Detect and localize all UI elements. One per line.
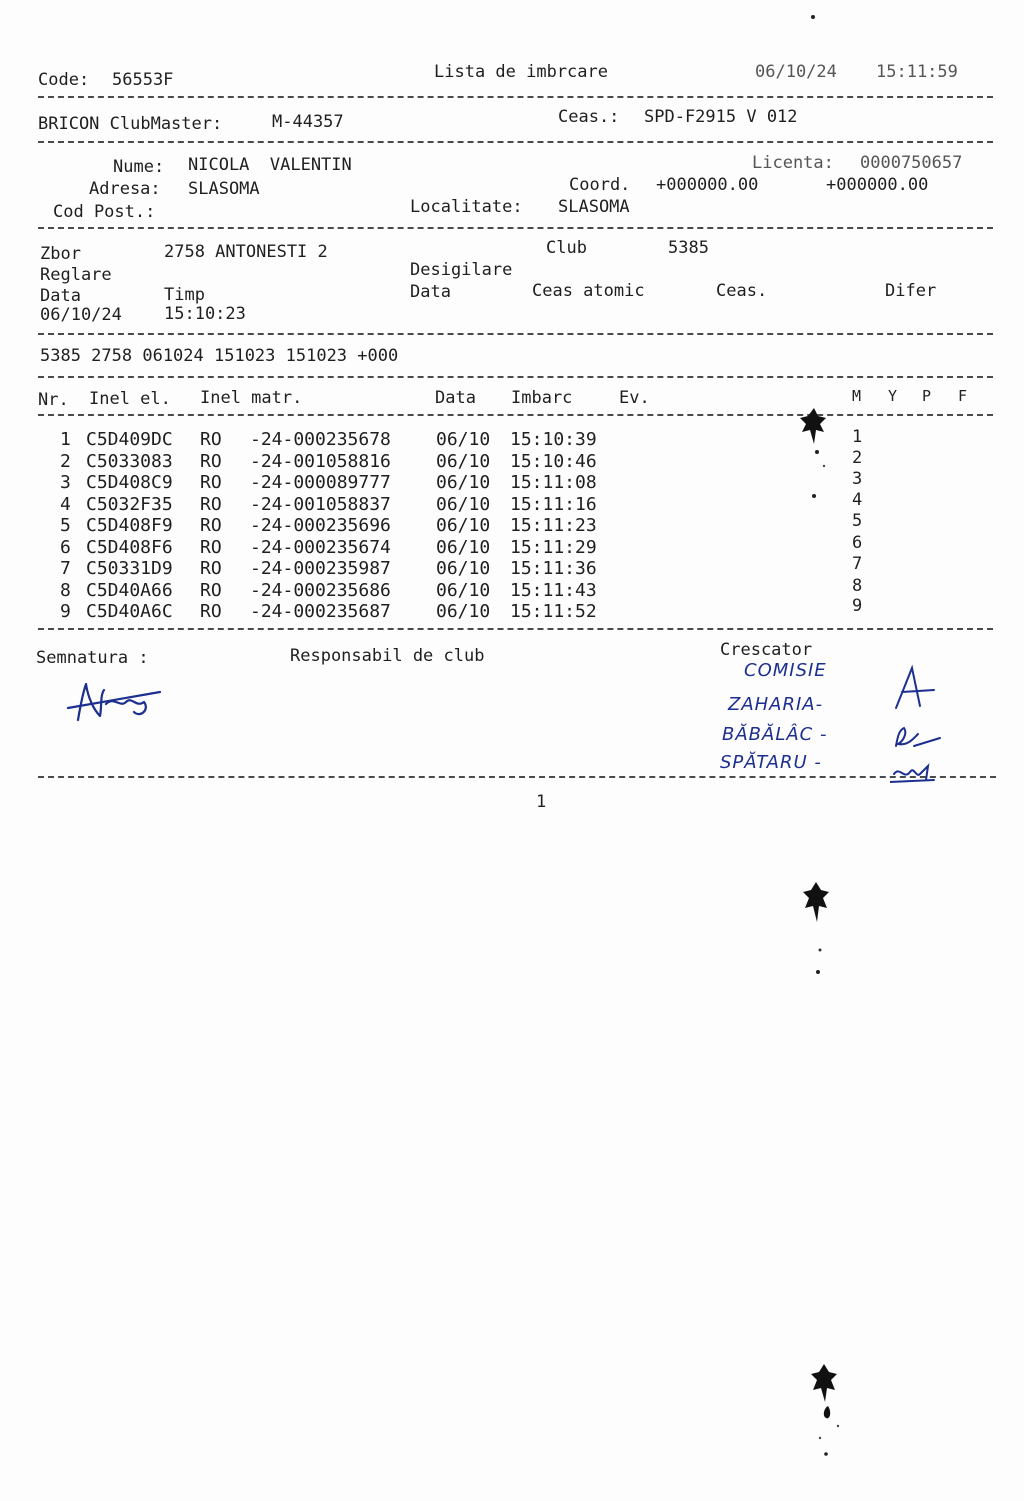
desigilare-label: Desigilare xyxy=(410,260,513,280)
code-value: 56553F xyxy=(112,70,174,90)
ring-country: RO xyxy=(200,515,222,536)
electronic-ring: C5D40A6C xyxy=(86,601,173,622)
table-row xyxy=(60,576,863,602)
coord-y: +000000.00 xyxy=(826,175,929,195)
ring-number: -24-000235696 xyxy=(250,515,391,536)
ring-country: RO xyxy=(200,558,222,579)
print-date: 06/10/24 xyxy=(755,62,837,82)
table-row xyxy=(60,448,863,473)
table-row xyxy=(60,469,863,494)
row-number: 6 xyxy=(60,537,71,558)
electronic-ring: C5D40A66 xyxy=(86,580,173,601)
boarding-date: 06/10 xyxy=(436,558,491,579)
col-m: M xyxy=(852,387,862,405)
electronic-ring: C5033083 xyxy=(86,451,173,472)
ring-country: RO xyxy=(200,537,222,558)
difference-label: Difer xyxy=(885,281,937,301)
boarding-date: 06/10 xyxy=(436,494,491,515)
row-m-value: 2 xyxy=(852,448,863,468)
clock-value: SPD-F2915 V 012 xyxy=(644,107,798,127)
boarding-date: 06/10 xyxy=(436,472,491,493)
ink-stain-mark xyxy=(796,878,846,978)
name-value: NICOLA VALENTIN xyxy=(188,155,352,175)
handwritten-signature xyxy=(60,678,170,728)
boarding-time: 15:10:46 xyxy=(510,451,597,472)
ring-country: RO xyxy=(200,472,222,493)
electronic-ring: C5D408C9 xyxy=(86,472,173,493)
flight-value: 2758 ANTONESTI 2 xyxy=(164,242,328,262)
divider xyxy=(38,227,993,229)
code-label: Code: xyxy=(38,70,90,90)
ring-country: RO xyxy=(200,429,222,450)
electronic-ring: C5D408F6 xyxy=(86,537,173,558)
row-m-value: 4 xyxy=(852,490,863,510)
license-label: Licenta: xyxy=(752,153,834,173)
boarding-date: 06/10 xyxy=(436,537,491,558)
boarding-date: 06/10 xyxy=(436,429,491,450)
boarding-date: 06/10 xyxy=(436,601,491,622)
boarding-date: 06/10 xyxy=(436,580,491,601)
ring-country: RO xyxy=(200,494,222,515)
row-number: 9 xyxy=(60,601,71,622)
reglare-time: 15:10:23 xyxy=(164,304,246,324)
desigilare-date-label: Data xyxy=(410,282,451,302)
locality-value: SLASOMA xyxy=(558,197,630,217)
col-inel-matr: Inel matr. xyxy=(200,388,303,408)
handwritten-line-zaharia: ZAHARIA- xyxy=(728,694,824,715)
club-responsible-label: Responsabil de club xyxy=(290,646,485,666)
col-inel-el: Inel el. xyxy=(89,389,171,409)
ring-country: RO xyxy=(200,580,222,601)
name-label: Nume: xyxy=(113,157,165,177)
ring-number: -24-000235687 xyxy=(250,601,391,622)
col-p: P xyxy=(922,387,932,405)
electronic-ring: C5D409DC xyxy=(86,429,173,450)
page-number: 1 xyxy=(536,792,547,812)
electronic-ring: C5D408F9 xyxy=(86,515,173,536)
reglare-time-label: Timp xyxy=(164,285,205,305)
ring-number: -24-000235987 xyxy=(250,558,391,579)
ink-stain-mark xyxy=(802,1360,852,1470)
reglare-date: 06/10/24 xyxy=(40,305,122,325)
divider xyxy=(38,776,996,778)
divider xyxy=(38,414,993,416)
ring-number: -24-000089777 xyxy=(250,472,391,493)
divider xyxy=(38,96,993,98)
row-number: 1 xyxy=(60,429,71,450)
handwritten-initials xyxy=(890,662,946,792)
table-row xyxy=(60,596,863,623)
ring-number: -24-000235678 xyxy=(250,429,391,450)
boarding-time: 15:11:36 xyxy=(510,558,597,579)
coord-label: Coord. xyxy=(569,175,631,195)
electronic-ring: C50331D9 xyxy=(86,558,173,579)
row-number: 7 xyxy=(60,558,71,579)
print-time: 15:11:59 xyxy=(876,62,958,82)
col-nr: Nr. xyxy=(38,390,69,410)
ink-dot-mark xyxy=(808,8,818,24)
divider xyxy=(38,376,993,378)
ink-stain-mark xyxy=(790,404,840,504)
row-number: 4 xyxy=(60,494,71,515)
signature-label: Semnatura : xyxy=(36,648,149,668)
handwritten-line-babalac: BĂBĂLÂC - xyxy=(722,724,828,745)
col-f: F xyxy=(958,387,968,405)
locality-label: Localitate: xyxy=(410,197,523,217)
address-label: Adresa: xyxy=(89,179,161,199)
row-m-value: 8 xyxy=(852,576,863,596)
clock-short-label: Ceas. xyxy=(716,281,768,301)
ring-country: RO xyxy=(200,451,222,472)
row-number: 8 xyxy=(60,580,71,601)
boarding-time: 15:11:43 xyxy=(510,580,597,601)
row-m-value: 9 xyxy=(852,596,863,616)
coord-x: +000000.00 xyxy=(656,175,759,195)
boarding-time: 15:11:23 xyxy=(510,515,597,536)
reglare-label: Reglare xyxy=(40,265,112,285)
col-ev: Ev. xyxy=(619,388,650,408)
ring-number: -24-000235674 xyxy=(250,537,391,558)
electronic-ring: C5032F35 xyxy=(86,494,173,515)
row-number: 3 xyxy=(60,472,71,493)
row-m-value: 5 xyxy=(852,511,863,531)
row-m-value: 3 xyxy=(852,469,863,489)
row-m-value: 1 xyxy=(852,427,863,447)
ring-number: -24-000235686 xyxy=(250,580,391,601)
handwritten-comisie: COMISIE xyxy=(744,660,827,681)
device-label: BRICON ClubMaster: xyxy=(38,114,223,134)
boarding-time: 15:11:08 xyxy=(510,472,597,493)
table-row xyxy=(60,511,863,537)
boarding-time: 15:11:29 xyxy=(510,537,597,558)
clock-label: Ceas.: xyxy=(558,107,620,127)
document-title: Lista de imbrcare xyxy=(434,62,608,82)
ring-number: -24-001058816 xyxy=(250,451,391,472)
address-value: SLASOMA xyxy=(188,179,260,199)
ring-country: RO xyxy=(200,601,222,622)
postal-code-label: Cod Post.: xyxy=(53,202,156,222)
col-data: Data xyxy=(435,388,476,408)
ring-number: -24-001058837 xyxy=(250,494,391,515)
row-m-value: 7 xyxy=(852,554,863,574)
license-value: 0000750657 xyxy=(860,153,963,173)
breeder-label: Crescator xyxy=(720,640,813,660)
club-value: 5385 xyxy=(668,238,709,258)
boarding-date: 06/10 xyxy=(436,515,491,536)
boarding-date: 06/10 xyxy=(436,451,491,472)
row-number: 5 xyxy=(60,515,71,536)
device-value: M-44357 xyxy=(272,112,344,132)
atomic-clock-label: Ceas atomic xyxy=(532,281,645,301)
summary-code-line: 5385 2758 061024 151023 151023 +000 xyxy=(40,346,399,366)
boarding-time: 15:11:52 xyxy=(510,601,597,622)
row-number: 2 xyxy=(60,451,71,472)
divider xyxy=(38,628,993,630)
table-row xyxy=(60,554,863,580)
reglare-date-label: Data xyxy=(40,286,81,306)
boarding-time: 15:10:39 xyxy=(510,429,597,450)
divider xyxy=(38,333,993,335)
row-m-value: 6 xyxy=(852,533,863,553)
divider xyxy=(38,141,993,143)
club-label: Club xyxy=(546,238,587,258)
boarding-time: 15:11:16 xyxy=(510,494,597,515)
col-y: Y xyxy=(888,387,898,405)
col-imbarc: Imbarc xyxy=(511,388,573,408)
table-row xyxy=(60,533,863,559)
table-row xyxy=(60,490,863,516)
handwritten-line-spataru: SPĂTARU - xyxy=(720,752,822,773)
flight-label: Zbor xyxy=(40,244,81,264)
table-row xyxy=(60,427,863,451)
